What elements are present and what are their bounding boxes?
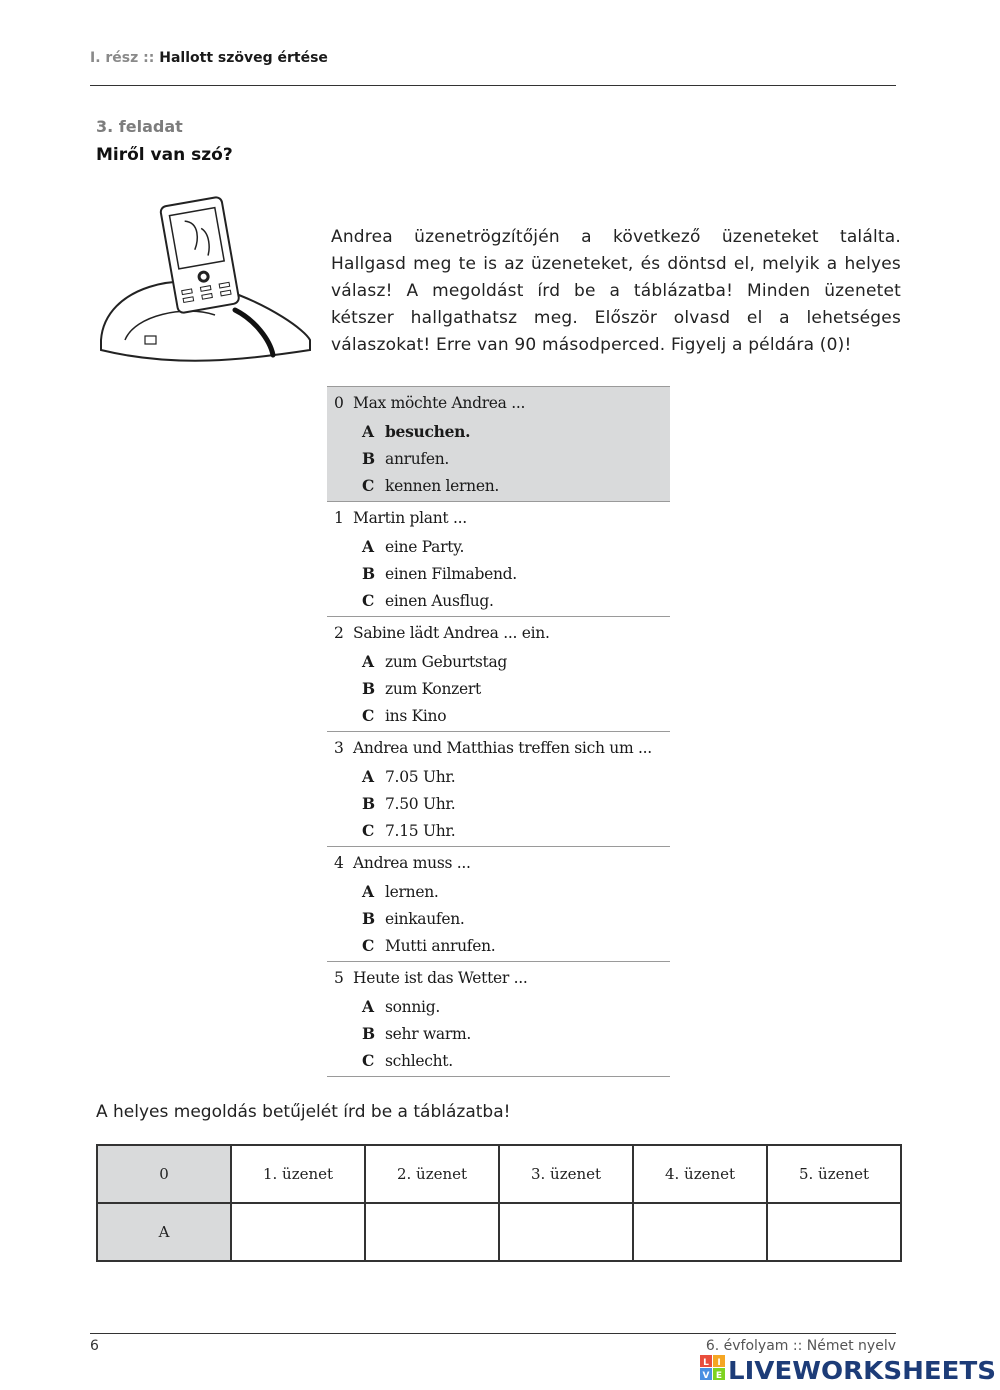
question-example bbox=[327, 386, 670, 502]
question-list bbox=[327, 386, 670, 1077]
task-title: Miről van szó? bbox=[96, 145, 233, 165]
option-text: sehr warm. bbox=[385, 1025, 471, 1043]
answer-table-answer-row bbox=[97, 1203, 901, 1261]
option-letter: A bbox=[362, 652, 374, 671]
option-letter: B bbox=[362, 679, 375, 698]
option-letter: B bbox=[362, 1024, 375, 1043]
answer-input-4[interactable] bbox=[633, 1203, 767, 1261]
question-number: 4 bbox=[334, 854, 344, 872]
option-text: einen Ausflug. bbox=[385, 592, 494, 610]
option-c bbox=[327, 587, 670, 614]
header-part: I. rész bbox=[90, 50, 139, 66]
option-c bbox=[327, 1047, 670, 1074]
option-text: 7.05 Uhr. bbox=[385, 768, 456, 786]
question-3 bbox=[327, 732, 670, 847]
option-text: lernen. bbox=[385, 883, 439, 901]
option-text: besuchen. bbox=[385, 422, 471, 441]
option-a bbox=[327, 648, 670, 675]
question-stem bbox=[327, 621, 670, 648]
header-cell-4: 4. üzenet bbox=[633, 1145, 767, 1203]
option-text: Mutti anrufen. bbox=[385, 937, 496, 955]
option-letter: C bbox=[362, 591, 375, 610]
question-number: 2 bbox=[334, 624, 344, 642]
option-c bbox=[327, 932, 670, 959]
option-letter: C bbox=[362, 476, 375, 495]
phone-answering-machine-illustration bbox=[95, 190, 320, 375]
option-b bbox=[327, 560, 670, 587]
option-b bbox=[327, 1020, 670, 1047]
option-a bbox=[327, 418, 670, 445]
header-separator: :: bbox=[143, 50, 155, 66]
logo-badge-letter: I bbox=[717, 1358, 721, 1368]
question-stem bbox=[327, 966, 670, 993]
page-header bbox=[90, 50, 328, 66]
option-text: einen Filmabend. bbox=[385, 565, 517, 583]
option-c bbox=[327, 472, 670, 499]
option-c bbox=[327, 817, 670, 844]
question-2 bbox=[327, 617, 670, 732]
option-letter: B bbox=[362, 794, 375, 813]
question-number: 3 bbox=[334, 739, 344, 757]
option-letter: A bbox=[362, 997, 374, 1016]
question-4 bbox=[327, 847, 670, 962]
option-letter: A bbox=[362, 537, 374, 556]
option-letter: A bbox=[362, 882, 374, 901]
question-stem bbox=[327, 736, 670, 763]
answer-input-1[interactable] bbox=[231, 1203, 365, 1261]
option-text: 7.15 Uhr. bbox=[385, 822, 456, 840]
footer-divider bbox=[90, 1333, 896, 1334]
header-cell-3: 3. üzenet bbox=[499, 1145, 633, 1203]
header-cell-example: 0 bbox=[97, 1145, 231, 1203]
page-number: 6 bbox=[90, 1338, 99, 1354]
option-b bbox=[327, 905, 670, 932]
question-text: Max möchte Andrea ... bbox=[353, 394, 526, 412]
header-section: Hallott szöveg értése bbox=[159, 50, 328, 66]
option-text: zum Konzert bbox=[385, 680, 481, 698]
option-a bbox=[327, 763, 670, 790]
option-text: anrufen. bbox=[385, 450, 450, 468]
question-stem bbox=[327, 506, 670, 533]
option-text: schlecht. bbox=[385, 1052, 453, 1070]
option-text: eine Party. bbox=[385, 538, 465, 556]
question-text: Sabine lädt Andrea ... ein. bbox=[353, 624, 550, 642]
answer-table bbox=[96, 1144, 902, 1262]
answer-input-5[interactable] bbox=[767, 1203, 901, 1261]
option-a bbox=[327, 533, 670, 560]
footer-course-label: 6. évfolyam :: Német nyelv bbox=[705, 1338, 896, 1354]
option-text: zum Geburtstag bbox=[385, 653, 508, 671]
option-a bbox=[327, 878, 670, 905]
logo-badge-letter: L bbox=[703, 1358, 709, 1368]
liveworksheets-logo bbox=[700, 1354, 998, 1384]
question-text: Andrea und Matthias treffen sich um ... bbox=[353, 739, 652, 757]
option-text: einkaufen. bbox=[385, 910, 465, 928]
logo-badge-letter: V bbox=[702, 1371, 710, 1381]
header-cell-2: 2. üzenet bbox=[365, 1145, 499, 1203]
option-letter: B bbox=[362, 564, 375, 583]
option-c bbox=[327, 702, 670, 729]
option-letter: C bbox=[362, 936, 375, 955]
answer-input-3[interactable] bbox=[499, 1203, 633, 1261]
option-letter: B bbox=[362, 449, 375, 468]
option-letter: A bbox=[362, 422, 374, 441]
option-letter: C bbox=[362, 821, 375, 840]
header-cell-5: 5. üzenet bbox=[767, 1145, 901, 1203]
intro-paragraph: Andrea üzenetrögzítőjén a következő üzeneteket találta. Hallgasd meg te is az üzeneteket, és döntsd el, melyik a helyes válasz! A megoldást írd be a táblázatba! Minden üzenetet kétszer hallgathatsz meg. Először olvasd el a lehetséges válaszokat! Erre van 90 másodperced. Figyelj a példára (0)! bbox=[331, 227, 901, 355]
question-text: Heute ist das Wetter ... bbox=[353, 969, 528, 987]
option-text: 7.50 Uhr. bbox=[385, 795, 456, 813]
question-number: 1 bbox=[334, 509, 344, 527]
option-text: sonnig. bbox=[385, 998, 440, 1016]
header-cell-1: 1. üzenet bbox=[231, 1145, 365, 1203]
option-text: kennen lernen. bbox=[385, 477, 500, 495]
answer-instruction: A helyes megoldás betűjelét írd be a táblázatba! bbox=[96, 1102, 511, 1122]
question-5 bbox=[327, 962, 670, 1077]
question-1 bbox=[327, 502, 670, 617]
question-number: 0 bbox=[334, 394, 344, 412]
question-number: 5 bbox=[334, 969, 344, 987]
task-number: 3. feladat bbox=[96, 117, 183, 136]
option-a bbox=[327, 993, 670, 1020]
option-letter: B bbox=[362, 909, 375, 928]
answer-table-header-row bbox=[97, 1145, 901, 1203]
question-stem bbox=[327, 851, 670, 878]
option-b bbox=[327, 675, 670, 702]
question-stem bbox=[327, 391, 670, 418]
question-text: Martin plant ... bbox=[353, 509, 467, 527]
option-letter: A bbox=[362, 767, 374, 786]
option-text: ins Kino bbox=[385, 707, 447, 725]
option-b bbox=[327, 790, 670, 817]
question-text: Andrea muss ... bbox=[353, 854, 471, 872]
logo-badge-letter: E bbox=[715, 1371, 723, 1381]
option-b bbox=[327, 445, 670, 472]
option-letter: C bbox=[362, 706, 375, 725]
option-letter: C bbox=[362, 1051, 375, 1070]
logo-wordmark: LIVEWORKSHEETS bbox=[728, 1356, 996, 1384]
header-divider bbox=[90, 85, 896, 86]
answer-input-2[interactable] bbox=[365, 1203, 499, 1261]
answer-cell-example: A bbox=[97, 1203, 231, 1261]
